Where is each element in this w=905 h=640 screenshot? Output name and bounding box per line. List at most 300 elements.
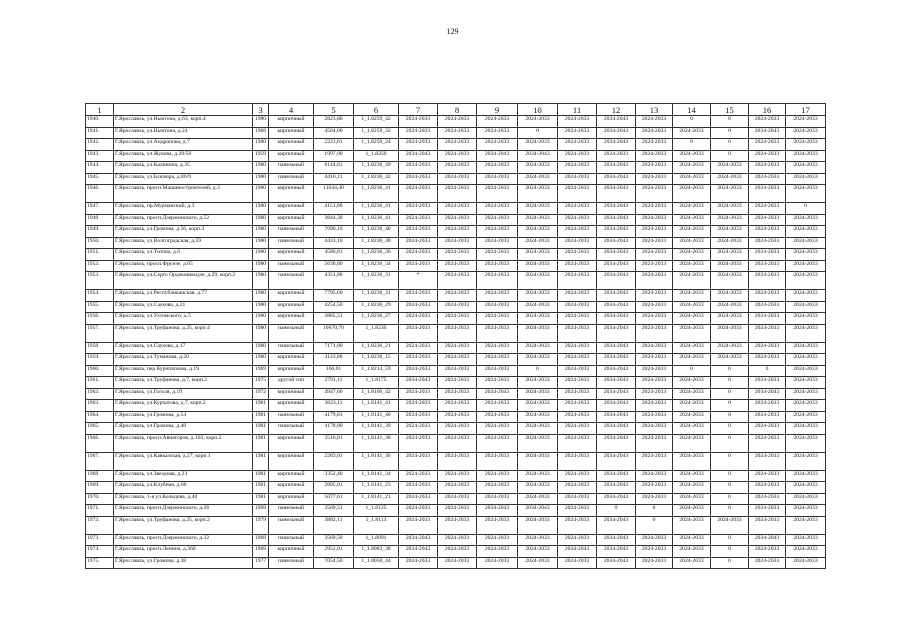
table-cell: 2024-2033 xyxy=(399,260,438,272)
table-cell: 2024-2033 xyxy=(477,452,518,470)
address-cell: Г.Ярославль, пер.Куропаткова, д.19 xyxy=(114,365,253,377)
address-cell: Г.Ярославль, просп.Авиаторов, д.102, корп.2 xyxy=(114,434,253,452)
table-cell: 2034-2043 xyxy=(749,127,786,139)
row-number: 1952. xyxy=(86,260,114,272)
table-cell: 4564,00 xyxy=(314,127,354,139)
table-cell: 2024-2033 xyxy=(749,482,786,494)
table-cell: 2024-2033 xyxy=(558,127,597,139)
table-cell: 2034-2043 xyxy=(597,127,636,139)
table-cell: 1980 xyxy=(253,342,269,354)
row-number: 1966. xyxy=(86,434,114,452)
address-cell: Г.Ярославль, ул.Громова, д.54 xyxy=(114,411,253,423)
row-number: 1951. xyxy=(86,249,114,261)
table-cell: 2034-2043 xyxy=(597,226,636,238)
table-cell: 2024-2033 xyxy=(786,557,826,569)
table-cell: 1_1.8236_41 xyxy=(354,185,399,203)
table-cell: 2034-2043 xyxy=(597,162,636,174)
table-cell: 1980 xyxy=(253,139,269,151)
table-cell: 2024-2033 xyxy=(636,162,673,174)
table-cell: 2024-2033 xyxy=(558,162,597,174)
table-cell: 2034-2043 xyxy=(597,185,636,203)
column-header: 8 xyxy=(438,104,477,116)
table-cell: панельный xyxy=(269,324,314,342)
table-cell: 2024-2033 xyxy=(786,272,826,290)
address-cell: Г.Ярославль, ул.Громова, д.48 xyxy=(114,423,253,435)
table-cell: 1_1.8259_32 xyxy=(354,127,399,139)
table-cell: 1_1.8141_38 xyxy=(354,434,399,452)
table-cell: панельный xyxy=(269,505,314,517)
table-cell: 1981 xyxy=(253,470,269,482)
row-number: 1971. xyxy=(86,505,114,517)
table-cell: 2024-2033 xyxy=(438,557,477,569)
table-cell: 1981 xyxy=(253,400,269,412)
table-cell: 2024-2033 xyxy=(399,237,438,249)
row-number: 1969. xyxy=(86,482,114,494)
table-cell: 2024-2033 xyxy=(477,116,518,128)
table-cell: 2024-2033 xyxy=(399,470,438,482)
table-cell: 2024-2033 xyxy=(399,423,438,435)
table-row xyxy=(86,150,826,162)
table-cell: 2024-2033 xyxy=(636,411,673,423)
table-cell: 2024-2033 xyxy=(786,185,826,203)
table-cell: 1981 xyxy=(253,452,269,470)
table-cell: 2034-2043 xyxy=(597,546,636,558)
table-cell: 2024-2033 xyxy=(438,388,477,400)
table-row xyxy=(86,557,826,569)
table-cell: 2034-2043 xyxy=(597,388,636,400)
table-cell: 0 xyxy=(711,127,749,139)
table-cell: 2024-2033 xyxy=(438,324,477,342)
table-cell: 1_1.8236_27 xyxy=(354,313,399,325)
row-number: 1968. xyxy=(86,470,114,482)
table-cell: 2034-2043 xyxy=(597,272,636,290)
table-cell: 2024-2033 xyxy=(786,411,826,423)
table-cell: 2024-2033 xyxy=(749,505,786,517)
row-number: 1947. xyxy=(86,203,114,215)
table-cell: 1_1.8091 xyxy=(354,534,399,546)
table-cell: 2024-2033 xyxy=(438,301,477,313)
table-cell: кирпичный xyxy=(269,249,314,261)
table-cell: панельный xyxy=(269,162,314,174)
table-cell: 2024-2033 xyxy=(749,354,786,366)
table-cell: 2024-2033 xyxy=(399,411,438,423)
table-cell: 1_1.8236 xyxy=(354,324,399,342)
table-cell: 2024-2033 xyxy=(438,493,477,505)
address-cell: Г.Ярославль, ул.Титова, д.6 xyxy=(114,249,253,261)
table-cell: 2024-2033 xyxy=(558,452,597,470)
table-cell: 2024-2033 xyxy=(673,505,711,517)
table-cell: 2024-2033 xyxy=(636,185,673,203)
table-cell: 2024-2033 xyxy=(636,116,673,128)
table-cell: 2024-2033 xyxy=(558,423,597,435)
table-cell: 2024-2033 xyxy=(477,272,518,290)
table-cell: 2024-2033 xyxy=(749,411,786,423)
address-cell: Г.Ярославль, просп.Дзержинского, д.52 xyxy=(114,214,253,226)
table-cell: 2024-2033 xyxy=(673,516,711,534)
column-header: 7 xyxy=(399,104,438,116)
table-cell: 2024-2033 xyxy=(518,400,558,412)
table-cell: кирпичный xyxy=(269,400,314,412)
table-cell: 2024-2033 xyxy=(749,434,786,452)
table-cell: 1_1.8236_31 xyxy=(354,290,399,302)
table-cell: 2024-2033 xyxy=(477,324,518,342)
table-cell: 2024-2033 xyxy=(518,290,558,302)
table-cell: 1_1.8083_38 xyxy=(354,546,399,558)
table-cell: 2024-2033 xyxy=(518,377,558,389)
column-header: 12 xyxy=(597,104,636,116)
table-cell: 2024-2033 xyxy=(636,354,673,366)
table-row xyxy=(86,139,826,151)
table-cell: 2024-2033 xyxy=(749,226,786,238)
table-cell: 2024-2033 xyxy=(673,493,711,505)
table-cell: 2024-2033 xyxy=(477,557,518,569)
row-number: 1970. xyxy=(86,493,114,505)
table-cell: панельный xyxy=(269,516,314,534)
column-header: 9 xyxy=(477,104,518,116)
table-cell: другой тип xyxy=(269,377,314,389)
table-cell: 2024-2033 xyxy=(477,127,518,139)
table-cell: 2024-2033 xyxy=(786,116,826,128)
table-cell: 2024-2033 xyxy=(438,116,477,128)
table-cell: 2024-2033 xyxy=(477,516,518,534)
table-cell: 2024-2033 xyxy=(636,377,673,389)
table-cell: 2024-2033 xyxy=(673,290,711,302)
table-cell: 2024-2033 xyxy=(558,116,597,128)
address-cell: Г.Ярославль, ул.Труфанова, д.25, корп.2 xyxy=(114,516,253,534)
table-cell: 0 xyxy=(711,482,749,494)
table-cell: 2024-2033 xyxy=(558,342,597,354)
table-cell: 2024-2033 xyxy=(673,272,711,290)
table-cell: 2024-2033 xyxy=(399,505,438,517)
table-cell: 1_1.8236_41 xyxy=(354,203,399,215)
table-cell: 2024-2033 xyxy=(711,272,749,290)
address-cell: Г.Ярославль, ул.Саукова, д.17 xyxy=(114,342,253,354)
table-cell: 2024-2033 xyxy=(673,557,711,569)
table-cell: 2034-2043 xyxy=(749,534,786,546)
row-number: 1972. xyxy=(86,516,114,534)
table-cell: 2024-2033 xyxy=(636,423,673,435)
table-cell: кирпичный xyxy=(269,493,314,505)
row-number: 1965. xyxy=(86,423,114,435)
address-cell: Г.Ярославль, просп.Дзержинского, д.32 xyxy=(114,534,253,546)
column-header: 13 xyxy=(636,104,673,116)
table-cell: 1_1.8141_41 xyxy=(354,400,399,412)
table-cell: 2024-2033 xyxy=(399,452,438,470)
table-cell: 2024-2033 xyxy=(749,400,786,412)
address-cell: Г.Ярославль, ул.Жукова, д.20/50 xyxy=(114,150,253,162)
table-cell: 3569,51 xyxy=(314,505,354,517)
table-row xyxy=(86,377,826,389)
table-cell: 7054,50 xyxy=(314,557,354,569)
table-cell: 2024-2033 xyxy=(399,354,438,366)
table-row xyxy=(86,493,826,505)
table-cell: 0 xyxy=(711,139,749,151)
table-cell: 2024-2033 xyxy=(673,452,711,470)
table-cell: 0 xyxy=(711,505,749,517)
table-cell: 2024-2033 xyxy=(558,557,597,569)
table-cell: кирпичный xyxy=(269,482,314,494)
table-cell: 2024-2033 xyxy=(711,226,749,238)
table-cell: 1980 xyxy=(253,313,269,325)
table-cell: панельный xyxy=(269,411,314,423)
table-cell: 2024-2033 xyxy=(749,272,786,290)
table-cell: 2024-2033 xyxy=(673,434,711,452)
table-cell: 2024-2033 xyxy=(711,162,749,174)
table-cell: 2024-2033 xyxy=(438,342,477,354)
table-cell: 2024-2033 xyxy=(399,226,438,238)
table-cell: 2223,61 xyxy=(314,139,354,151)
table-row xyxy=(86,365,826,377)
table-cell: 1_1.8141_34 xyxy=(354,470,399,482)
table-cell: 2024-2033 xyxy=(673,411,711,423)
table-row xyxy=(86,214,826,226)
table-cell: 2024-2033 xyxy=(636,452,673,470)
row-number: 1945. xyxy=(86,173,114,185)
table-cell: 1_1.8141_23 xyxy=(354,482,399,494)
table-cell: 2024-2033 xyxy=(438,434,477,452)
table-cell: 1980 xyxy=(253,249,269,261)
table-cell: 2024-2033 xyxy=(477,214,518,226)
table-cell: 2024-2033 xyxy=(438,505,477,517)
row-number: 1944. xyxy=(86,162,114,174)
address-cell: Г.Ярославль, ул.Андропова, д.7 xyxy=(114,139,253,151)
table-cell: 2034-2043 xyxy=(597,557,636,569)
table-cell: 2024-2033 xyxy=(399,139,438,151)
address-cell: Г.Ярославль, ул.Звездная, д.23 xyxy=(114,470,253,482)
table-cell: 2024-2033 xyxy=(786,139,826,151)
table-cell: 2034-2043 xyxy=(518,505,558,517)
table-cell: 0 xyxy=(711,557,749,569)
address-cell: Г.Ярославль, ул.Клубная, д.66 xyxy=(114,482,253,494)
table-cell: 2024-2033 xyxy=(399,313,438,325)
table-cell: 2024-2033 xyxy=(438,249,477,261)
table-cell: 1_1.8250 xyxy=(354,150,399,162)
table-cell: 2024-2033 xyxy=(636,301,673,313)
table-header-row xyxy=(86,104,826,116)
table-cell: 0 xyxy=(673,116,711,128)
table-cell: 2024-2033 xyxy=(438,185,477,203)
table-cell: 2024-2033 xyxy=(558,365,597,377)
table-cell: 2024-2033 xyxy=(438,127,477,139)
table-cell: 2024-2033 xyxy=(673,226,711,238)
table-cell: кирпичный xyxy=(269,546,314,558)
table-cell: 2024-2033 xyxy=(786,150,826,162)
table-cell: 2034-2043 xyxy=(597,249,636,261)
table-cell: 2024-2033 xyxy=(399,127,438,139)
table-cell: 3823,11 xyxy=(314,400,354,412)
table-cell: 2024-2033 xyxy=(518,185,558,203)
table-cell: 2024-2033 xyxy=(477,203,518,215)
table-cell: 2024-2033 xyxy=(673,354,711,366)
table-cell: 2024-2033 xyxy=(518,249,558,261)
table-cell: 2024-2033 xyxy=(636,237,673,249)
table-row xyxy=(86,388,826,400)
table-cell: 2034-2043 xyxy=(597,203,636,215)
column-header: 4 xyxy=(269,104,314,116)
table-cell: 2024-2033 xyxy=(786,290,826,302)
table-cell: 2024-2033 xyxy=(711,301,749,313)
table-cell: 2024-2033 xyxy=(711,260,749,272)
table-cell: 0 xyxy=(711,423,749,435)
table-cell: 2024-2033 xyxy=(636,434,673,452)
table-cell: 1981 xyxy=(253,493,269,505)
table-cell: 1_1.8236_49 xyxy=(354,162,399,174)
table-cell: кирпичный xyxy=(269,214,314,226)
table-cell: 2024-2033 xyxy=(477,400,518,412)
table-cell: 2024-2033 xyxy=(673,423,711,435)
row-number: 1963. xyxy=(86,400,114,412)
table-cell: 0 xyxy=(711,411,749,423)
row-number: 1949. xyxy=(86,226,114,238)
table-cell: 2024-2033 xyxy=(438,546,477,558)
table-cell: 2024-2033 xyxy=(749,342,786,354)
table-cell: 2024-2033 xyxy=(673,470,711,482)
table-cell: 2024-2033 xyxy=(477,237,518,249)
table-cell: панельный xyxy=(269,557,314,569)
table-cell: 2034-2043 xyxy=(399,534,438,546)
row-number: 1940. xyxy=(86,116,114,128)
address-cell: Г.Ярославль, ул.Калинина, д.35 xyxy=(114,162,253,174)
table-cell: 7171,80 xyxy=(314,342,354,354)
table-cell: 2024-2033 xyxy=(477,546,518,558)
table-row xyxy=(86,185,826,203)
table-cell: кирпичный xyxy=(269,116,314,128)
table-cell: 2034-2043 xyxy=(597,116,636,128)
table-cell: 1_1.8214_59 xyxy=(354,365,399,377)
table-cell: 2024-2033 xyxy=(518,493,558,505)
table-cell: 2024-2033 xyxy=(673,546,711,558)
table-cell: 2034-2043 xyxy=(597,313,636,325)
table-row xyxy=(86,324,826,342)
table-cell: 2024-2033 xyxy=(518,301,558,313)
table-cell: 2024-2033 xyxy=(636,388,673,400)
table-cell: 2024-2033 xyxy=(438,162,477,174)
table-cell: 2024-2033 xyxy=(711,237,749,249)
table-cell: 2034-2043 xyxy=(477,150,518,162)
table-cell: кирпичный xyxy=(269,150,314,162)
table-cell: панельный xyxy=(269,534,314,546)
table-cell: 4179,81 xyxy=(314,411,354,423)
table-cell: 2024-2033 xyxy=(558,249,597,261)
table-cell: 2024-2033 xyxy=(558,272,597,290)
table-cell: 2024-2033 xyxy=(399,482,438,494)
table-cell: 2024-2033 xyxy=(477,534,518,546)
column-header: 2 xyxy=(114,104,253,116)
table-cell: 2024-2033 xyxy=(518,516,558,534)
table-cell: 2024-2033 xyxy=(749,185,786,203)
table-cell: 2024-2033 xyxy=(711,342,749,354)
table-cell: 2024-2033 xyxy=(597,150,636,162)
table-cell: 2024-2033 xyxy=(518,313,558,325)
table-cell: 2024-2033 xyxy=(558,377,597,389)
table-cell: 2024-2033 xyxy=(673,482,711,494)
page-number: 129 xyxy=(446,27,459,36)
table-cell: 2024-2033 xyxy=(399,214,438,226)
table-cell: 1_1.8236_38 xyxy=(354,237,399,249)
table-cell: 2024-2033 xyxy=(749,150,786,162)
table-cell: 2024-2033 xyxy=(518,260,558,272)
row-number: 1943. xyxy=(86,150,114,162)
table-cell: 0 xyxy=(711,400,749,412)
table-cell: 1_1.8236_40 xyxy=(354,226,399,238)
table-cell: 2024-2033 xyxy=(477,365,518,377)
table-row xyxy=(86,546,826,558)
table-cell: 1_1.8236_42 xyxy=(354,173,399,185)
table-cell: 2024-2033 xyxy=(477,434,518,452)
table-cell: 2024-2033 xyxy=(477,313,518,325)
table-cell: 2024-2033 xyxy=(558,290,597,302)
table-cell: 1_1.8113 xyxy=(354,516,399,534)
table-cell: панельный xyxy=(269,173,314,185)
table-cell: 2024-2033 xyxy=(399,301,438,313)
table-cell: 1980 xyxy=(253,301,269,313)
address-cell: Г.Ярославль, ул.Труфанова, д.7, корп.2 xyxy=(114,377,253,389)
table-cell: 2024-2033 xyxy=(786,423,826,435)
table-cell: 2024-2033 xyxy=(477,185,518,203)
table-cell: 3882,11 xyxy=(314,516,354,534)
table-cell: 1981 xyxy=(253,423,269,435)
table-cell: 2024-2033 xyxy=(477,482,518,494)
table-cell: 0 xyxy=(518,127,558,139)
table-cell: 2034-2043 xyxy=(477,505,518,517)
table-row xyxy=(86,452,826,470)
row-number: 1959. xyxy=(86,354,114,366)
table-cell: 1_1.8141_40 xyxy=(354,411,399,423)
table-cell: 2024-2033 xyxy=(636,272,673,290)
table-cell: 2024-2033 xyxy=(711,516,749,534)
table-cell: 1980 xyxy=(253,290,269,302)
table-cell: 2024-2033 xyxy=(477,226,518,238)
row-number: 1974. xyxy=(86,546,114,558)
table-cell: 1969 xyxy=(253,546,269,558)
table-cell: 2024-2033 xyxy=(558,493,597,505)
table-cell: 4254,50 xyxy=(314,301,354,313)
table-cell: 1_1.8141_21 xyxy=(354,493,399,505)
table-cell: 2024-2033 xyxy=(673,150,711,162)
table-cell: 2024-2033 xyxy=(786,173,826,185)
table-cell: 0 xyxy=(749,365,786,377)
table-cell: 2034-2043 xyxy=(597,214,636,226)
table-row xyxy=(86,162,826,174)
table-cell: 1_1.8236_36 xyxy=(354,249,399,261)
table-cell: 2024-2033 xyxy=(673,313,711,325)
table-cell: 2024-2033 xyxy=(558,260,597,272)
table-cell: 0 xyxy=(597,505,636,517)
table-cell: 2024-2033 xyxy=(438,516,477,534)
table-cell: 2024-2033 xyxy=(786,214,826,226)
table-cell: 2024-2033 xyxy=(518,354,558,366)
row-number: 1964. xyxy=(86,411,114,423)
table-cell: 4351,80 xyxy=(314,272,354,290)
table-cell: 2024-2033 xyxy=(399,434,438,452)
table-cell: 2024-2033 xyxy=(673,249,711,261)
table-cell: 2024-2033 xyxy=(711,324,749,342)
table-cell: 2024-2033 xyxy=(636,150,673,162)
table-cell: 2024-2033 xyxy=(477,162,518,174)
row-number: 1961. xyxy=(86,377,114,389)
table-cell: 2024-2033 xyxy=(558,301,597,313)
table-cell: кирпичный xyxy=(269,388,314,400)
table-cell: 2024-2033 xyxy=(636,493,673,505)
table-cell: 2034-2043 xyxy=(597,354,636,366)
table-cell: 2034-2043 xyxy=(597,452,636,470)
table-cell: 2024-2033 xyxy=(786,226,826,238)
table-cell: 0 xyxy=(636,516,673,534)
table-cell: 2024-2033 xyxy=(749,290,786,302)
table-cell: 2024-2033 xyxy=(786,354,826,366)
table-cell: 2024-2033 xyxy=(786,342,826,354)
table-cell: 2024-2033 xyxy=(636,214,673,226)
